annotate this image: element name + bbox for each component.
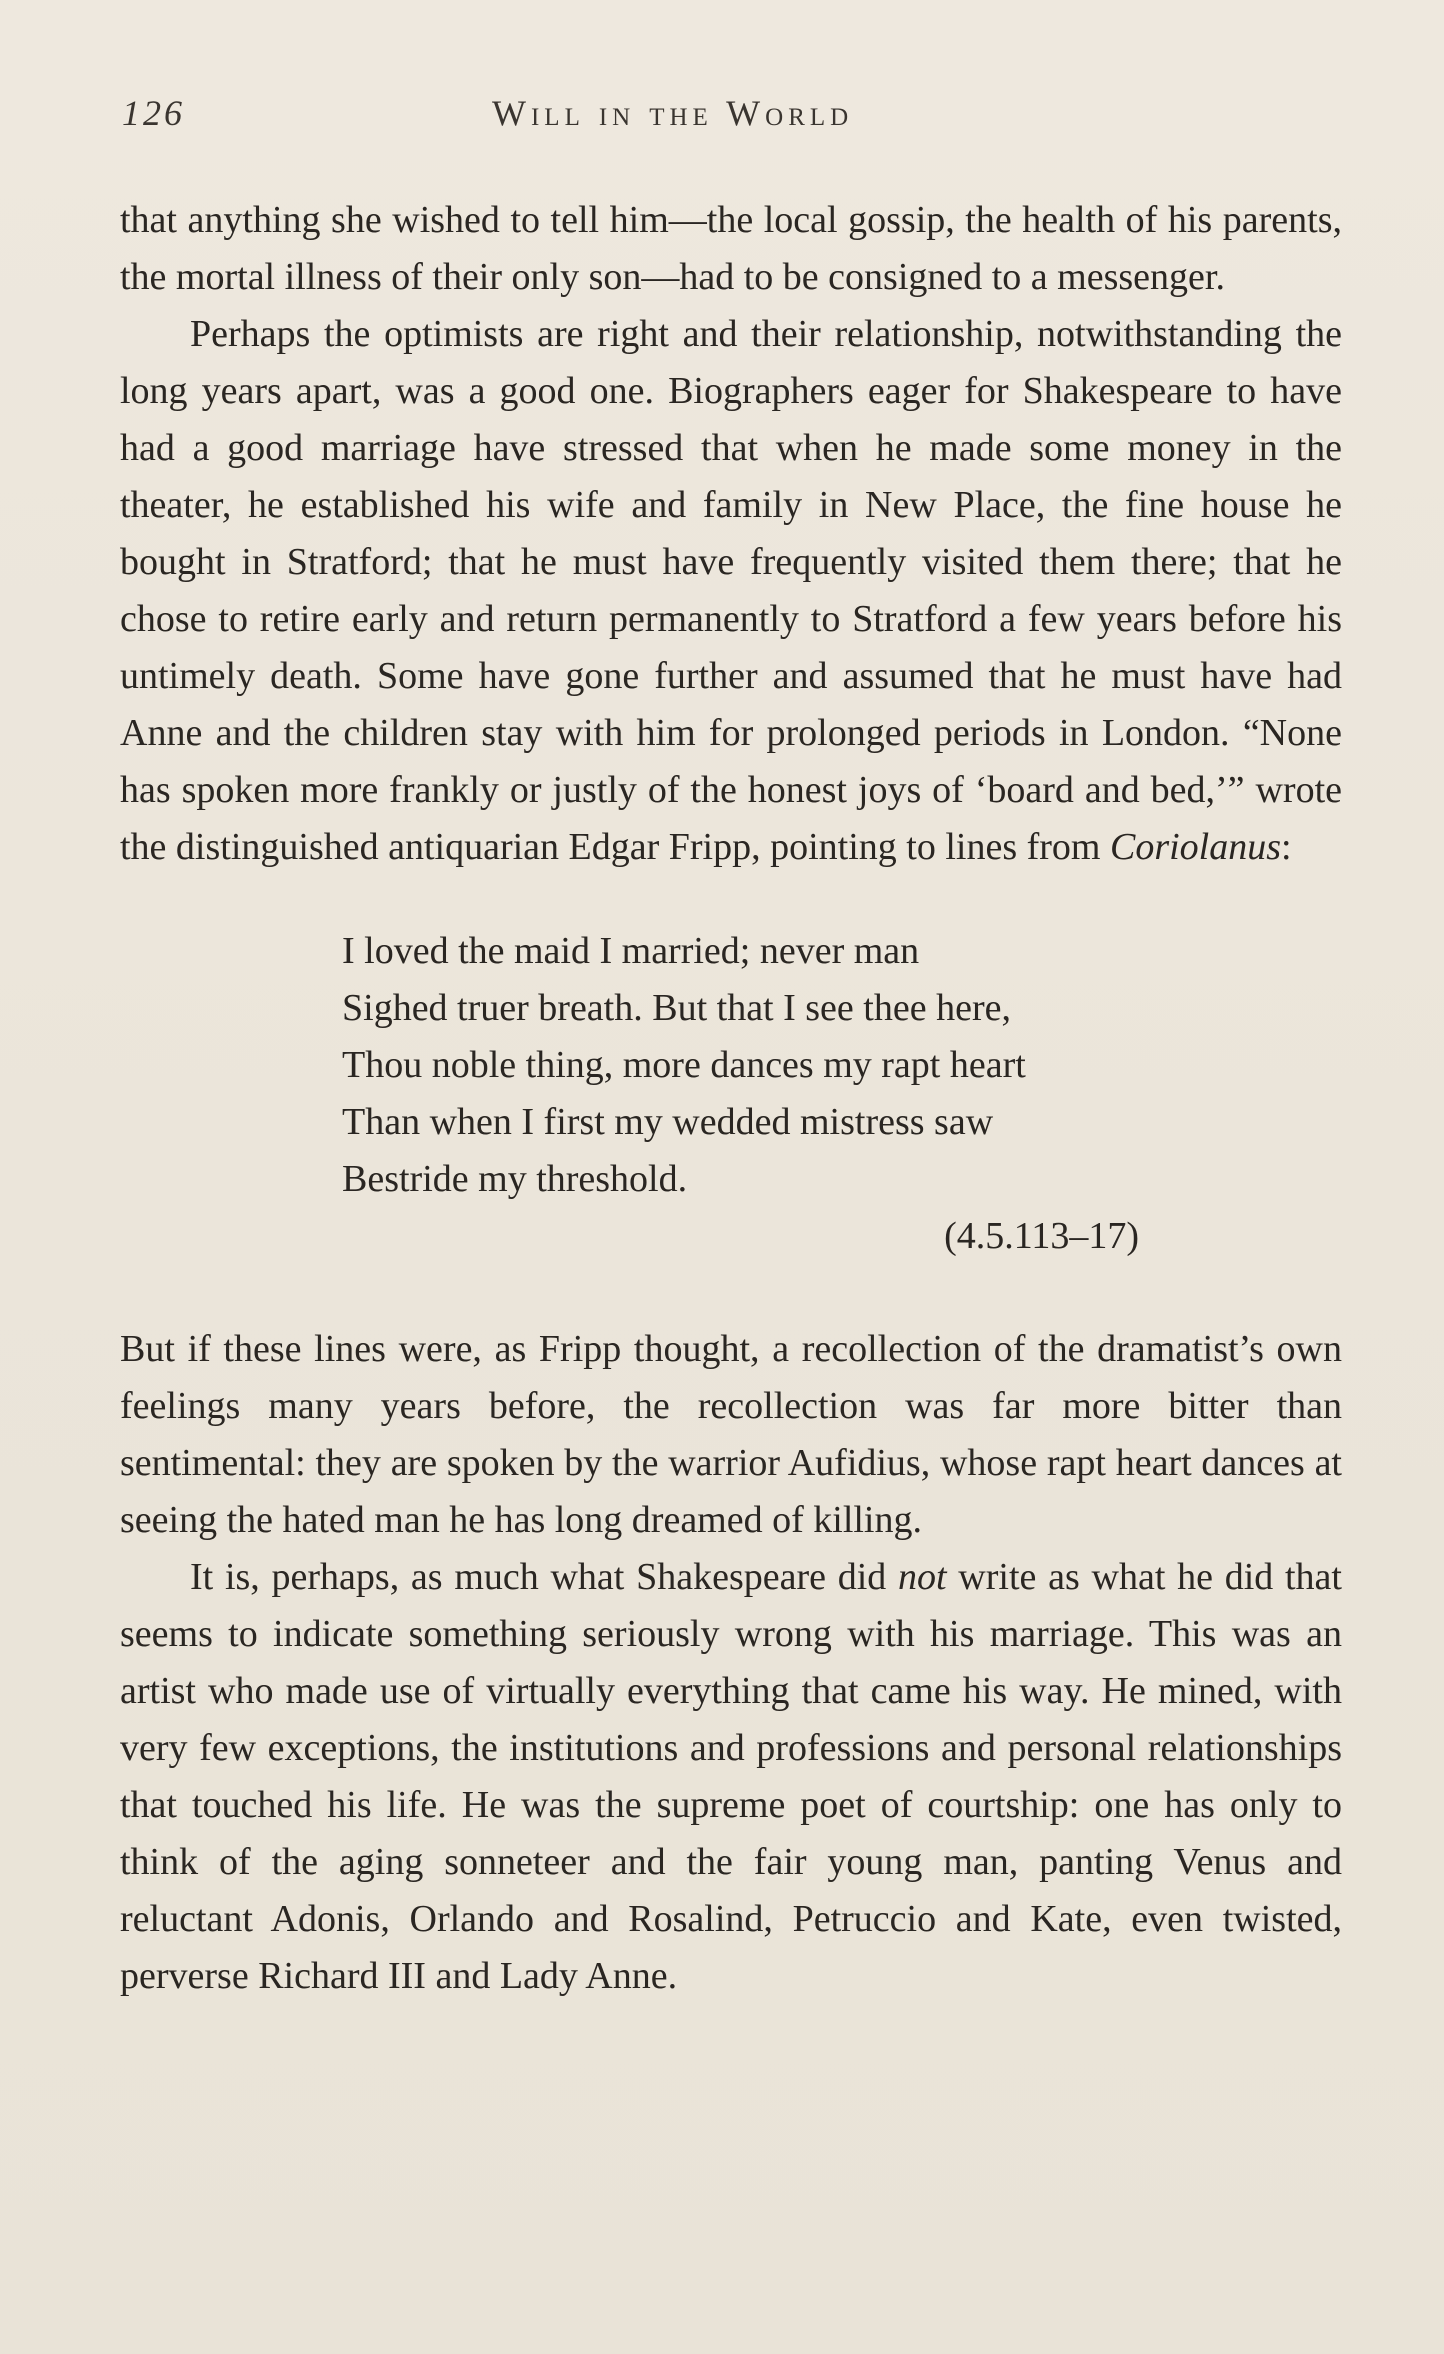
page-number: 126: [122, 93, 185, 133]
paragraph-text: It is, perhaps, as much what Shakespeare did: [190, 1556, 899, 1598]
verse-citation: (4.5.113–17): [944, 1215, 1139, 1257]
verse-line: Than when I first my wedded mistress saw: [342, 1101, 994, 1143]
paragraph-text: Perhaps the optimists are right and their relationship, notwithstanding the long years apart, was a good one. Biographers eager for Shakespeare to have had a good marriage have stressed that when he made some money in the theater, he established his wife and family in New Place, the fine house he bought in Stratford; that he must have frequently visited them there; that he chose to retire early and return permanently to Stratford a few years before his untimely death. Some have gone further and assumed that he must have had Anne and the children stay with him for prolonged periods in London. “None has spoken more frankly or justly of the honest joys of ‘board and bed,’” wrote the distinguished antiquarian Edgar Fripp, pointing to lines from: [120, 313, 1342, 868]
verse-line: Thou noble thing, more dances my rapt heart: [342, 1044, 1026, 1086]
play-title: Coriolanus: [1109, 826, 1282, 868]
emphasis-word: not: [898, 1556, 947, 1598]
paragraph-not-write: [120, 1549, 1342, 2005]
body-text: [120, 192, 1342, 2005]
verse-line: Bestride my threshold.: [342, 1158, 688, 1200]
verse-line: Sighed truer breath. But that I see thee here,: [342, 987, 1011, 1029]
paragraph-text-end: :: [1281, 826, 1292, 868]
verse-quotation: [342, 923, 1142, 1265]
running-title: Will in the World: [492, 93, 854, 133]
paragraph-optimists: [120, 306, 1342, 876]
running-head: [122, 92, 1342, 142]
verse-line: I loved the maid I married; never man: [342, 930, 920, 972]
paragraph-text-end: write as what he did that seems to indicate something seriously wrong with his marriage. This was an artist who made use of virtually everything that came his way. He mined, with very few exceptions, the institutions and professions and personal relationships that touched his life. He was the supreme poet of courtship: one has only to think of the aging sonneteer and the fair young man, panting Venus and reluctant Adonis, Orlando and Rosalind, Petruccio and Kate, even twisted, perverse Richard III and Lady Anne.: [120, 1556, 1342, 1997]
paragraph-fripp: But if these lines were, as Fripp thought, a recollection of the dramatist’s own feelings many years before, the recollection was far more bitter than sentimental: they are spoken by the warrior Aufidius, whose rapt heart dances at seeing the hated man he has long dreamed of killing.: [120, 1328, 1342, 1541]
paragraph-continuation: that anything she wished to tell him—the local gossip, the health of his parents, the mortal illness of their only son—had to be consigned to a messenger.: [120, 199, 1342, 298]
